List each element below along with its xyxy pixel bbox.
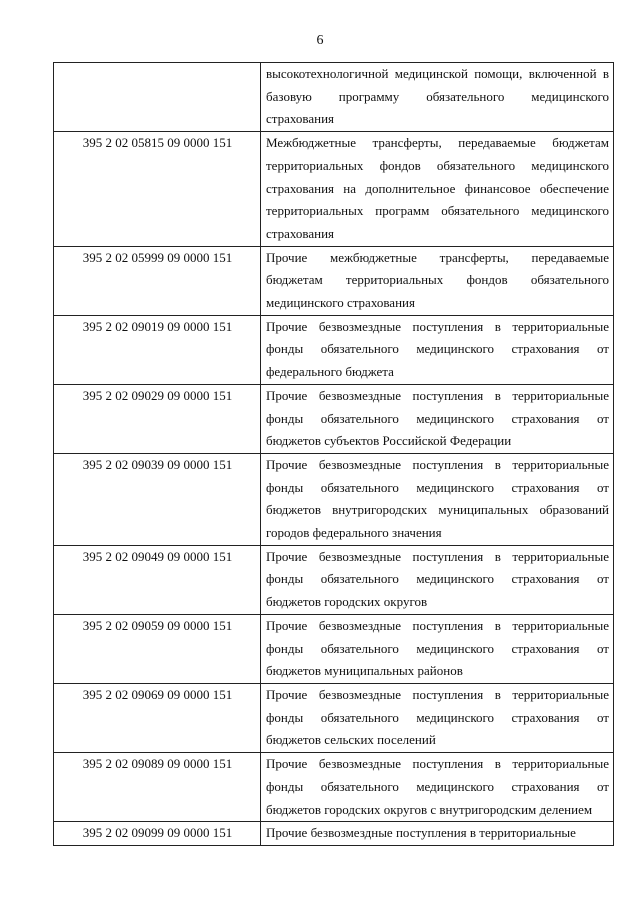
code-cell: 395 2 02 09069 09 0000 151 [54, 683, 261, 752]
description-cell: Прочие безвозмездные поступления в территориальные фонды обязательного медицинского страхования от бюджетов муниципальных районов [261, 614, 614, 683]
code-cell: 395 2 02 09089 09 0000 151 [54, 753, 261, 822]
description-cell: Прочие безвозмездные поступления в территориальные фонды обязательного медицинского страхования от бюджетов внутригородских муниципальных образований городов федерального значения [261, 453, 614, 545]
table-row [54, 315, 614, 384]
code-cell: 395 2 02 09059 09 0000 151 [54, 614, 261, 683]
description-cell: Прочие безвозмездные поступления в территориальные [261, 822, 614, 846]
description-cell: высокотехнологичной медицинской помощи, включенной в базовую программу обязательного медицинского страхования [261, 63, 614, 132]
description-cell: Прочие безвозмездные поступления в территориальные фонды обязательного медицинского страхования от бюджетов сельских поселений [261, 683, 614, 752]
table-row [54, 132, 614, 247]
code-cell: 395 2 02 09049 09 0000 151 [54, 545, 261, 614]
table-row [54, 753, 614, 822]
description-cell: Прочие безвозмездные поступления в территориальные фонды обязательного медицинского страхования от бюджетов городских округов с внутригородским делением [261, 753, 614, 822]
code-cell: 395 2 02 09099 09 0000 151 [54, 822, 261, 846]
budget-codes-table [53, 62, 614, 846]
description-cell: Прочие безвозмездные поступления в территориальные фонды обязательного медицинского страхования от бюджетов городских округов [261, 545, 614, 614]
table-row [54, 683, 614, 752]
table-row [54, 822, 614, 846]
code-cell: 395 2 02 09029 09 0000 151 [54, 384, 261, 453]
table-row [54, 614, 614, 683]
table-row [54, 63, 614, 132]
table-row [54, 246, 614, 315]
code-cell: 395 2 02 05999 09 0000 151 [54, 246, 261, 315]
code-cell: 395 2 02 05815 09 0000 151 [54, 132, 261, 247]
table-row [54, 453, 614, 545]
code-cell: 395 2 02 09039 09 0000 151 [54, 453, 261, 545]
table-row [54, 545, 614, 614]
description-cell: Прочие безвозмездные поступления в территориальные фонды обязательного медицинского страхования от федерального бюджета [261, 315, 614, 384]
description-cell: Прочие межбюджетные трансферты, передаваемые бюджетам территориальных фондов обязательного медицинского страхования [261, 246, 614, 315]
table-row [54, 384, 614, 453]
page-number: 6 [316, 33, 324, 48]
description-cell: Межбюджетные трансферты, передаваемые бюджетам территориальных фондов обязательного медицинского страхования на дополнительное финансовое обеспечение территориальных программ обязательного медицинского страхования [261, 132, 614, 247]
code-cell [54, 63, 261, 132]
code-cell: 395 2 02 09019 09 0000 151 [54, 315, 261, 384]
description-cell: Прочие безвозмездные поступления в территориальные фонды обязательного медицинского страхования от бюджетов субъектов Российской Федерации [261, 384, 614, 453]
